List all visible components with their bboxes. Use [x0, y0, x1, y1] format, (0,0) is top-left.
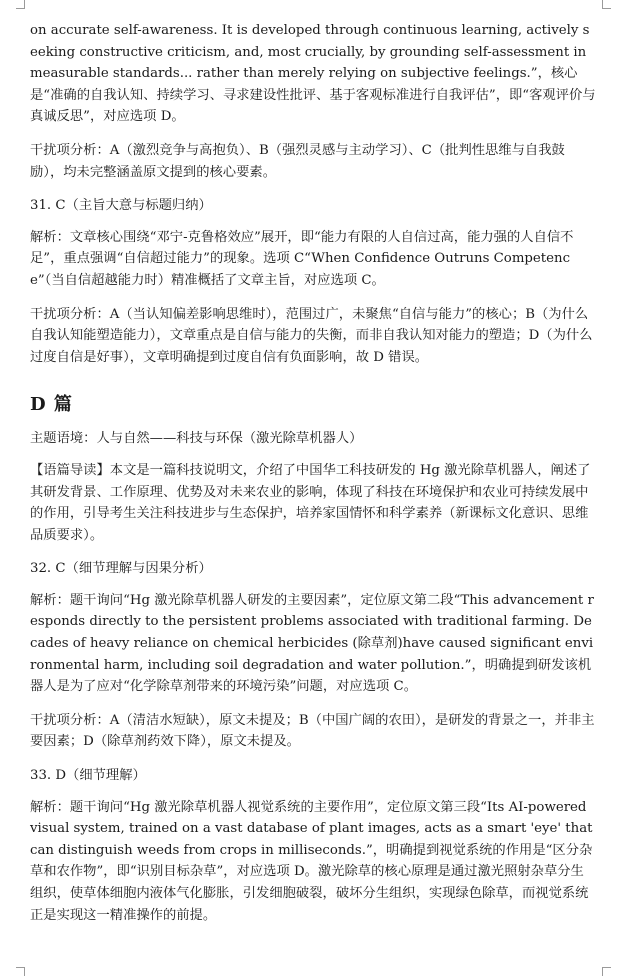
page-corner-mark-bottom-left: [16, 967, 25, 976]
q32-heading: 32. C（细节理解与因果分析）: [30, 561, 212, 577]
section-d-title: D 篇: [30, 394, 73, 416]
page-corner-mark-bottom-right: [602, 967, 611, 976]
q31-analysis: 解析：文章核心围绕“邓宁-克鲁格效应”展开，即“能力有限的人自信过高，能力强的人自信不足”，重点强调“自信超过能力”的现象。选项 C“When Confidence Outruns Competence”（当自信超越能力时）精准概括了文章主旨，对应选项 C。: [30, 229, 574, 288]
q33-heading: 33. D（细节理解）: [30, 768, 146, 784]
document-page: [30, 20, 596, 938]
passage-guide: 【语篇导读】本文是一篇科技说明文，介绍了中国华工科技研发的 Hg 激光除草机器人，阐述了其研发背景、工作原理、优势及对未来农业的影响，体现了科技在环境保护和农业可持续发展中的作用，引导考生关注科技进步与生态保护，培养家国情怀和科学素养（新课标文化意识、思维品质要求）。: [30, 462, 591, 543]
q31-distractor-analysis: 干扰项分析：A（当认知偏差影响思维时），范围过广，未聚焦“自信与能力”的核心；B（为什么自我认知能塑造能力），文章重点是自信与能力的失衡，而非自我认知对能力的塑造；D（为什么过度自信是好事），文章明确提到过度自信有负面影响，故 D 错误。: [30, 306, 593, 365]
q30-distractor-analysis: 干扰项分析：A（激烈竞争与高抱负）、B（强烈灵感与主动学习）、C（批判性思维与自我鼓励），均未完整涵盖原文提到的核心要素。: [30, 142, 565, 180]
q32-distractor-analysis: 干扰项分析：A（清洁水短缺），原文未提及；B（中国广阔的农田），是研发的背景之一，并非主要因素；D（除草剂药效下降），原文未提及。: [30, 712, 595, 750]
q32-analysis: 解析：题干询问“Hg 激光除草机器人研发的主要因素”，定位原文第二段“This advancement responds directly to the persistent problems associated with traditional farming. Decades of heavy reliance on chemical herbicides (除草剂)have caused significant environmental harm, including soil degradation and water pollution.”，明确提到研发该机器人是为了应对“化学除草剂带来的环境污染”问题，对应选项 C。: [30, 592, 594, 695]
theme-context: 主题语境：人与自然——科技与环保（激光除草机器人）: [30, 431, 363, 447]
q31-heading: 31. C（主旨大意与标题归纳）: [30, 198, 212, 214]
q33-analysis: 解析：题干询问“Hg 激光除草机器人视觉系统的主要作用”，定位原文第三段“Its AI-powered visual system, trained on a vast database of plant images, acts as a smart 'eye' that can distinguish weeds from crops in milliseconds.”，明确提到视觉系统的作用是“区分杂草和农作物”，即“识别目标杂草”，对应选项 D。激光除草的核心原理是通过激光照射杂草分生组织，使草体细胞内液体气化膨胀，引发细胞破裂，破坏分生组织，实现绿色除草，而视觉系统正是实现这一精准操作的前提。: [30, 799, 593, 923]
q30-analysis-continued: on accurate self-awareness. It is developed through continuous learning, actively seeking constructive criticism, and, most crucially, by grounding self-assessment in measurable standards... rather than merely relying on subjective feelings.”，核心是“准确的自我认知、持续学习、寻求建设性批评、基于客观标准进行自我评估”，即“客观评价与真诚反思”，对应选项 D。: [30, 23, 596, 125]
page-corner-mark-top-left: [16, 0, 25, 9]
page-corner-mark-top-right: [602, 0, 611, 9]
